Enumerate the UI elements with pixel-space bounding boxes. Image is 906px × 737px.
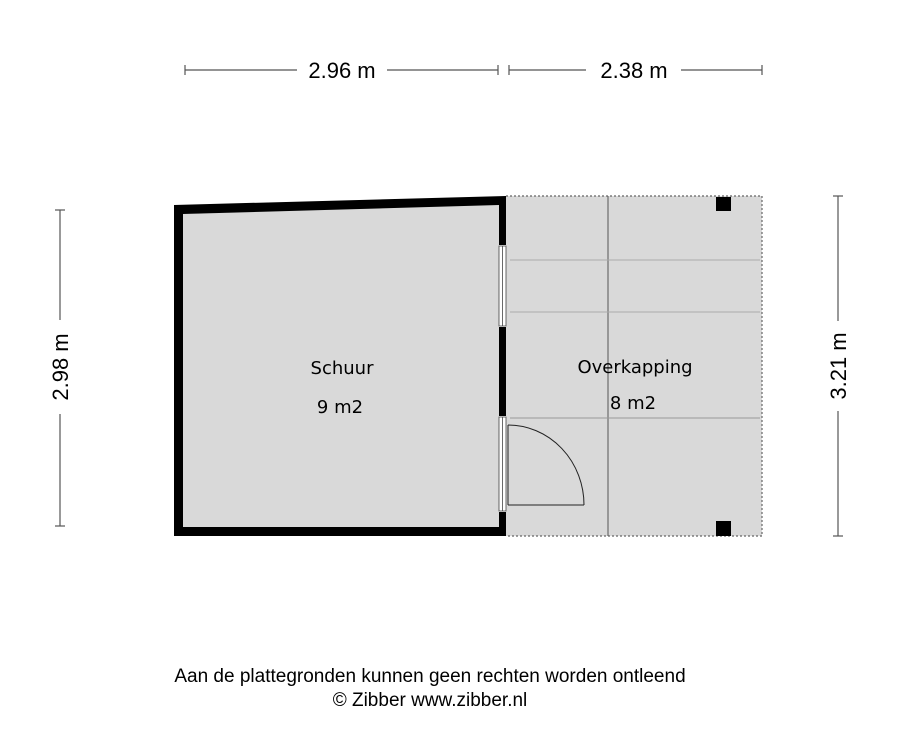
dimension-top-left-label: 2.96 m <box>308 58 376 83</box>
column-top <box>716 197 731 211</box>
room-name-schuur: Schuur <box>310 358 374 379</box>
column-bottom <box>716 521 731 536</box>
dimension-top-right-label: 2.38 m <box>600 58 668 83</box>
schuur-wall-middle <box>499 327 506 416</box>
copyright-text: © Zibber www.zibber.nl <box>332 690 528 711</box>
disclaimer-text: Aan de plattegronden kunnen geen rechten worden ontleend <box>174 666 686 687</box>
dimension-left-label: 2.98 m <box>48 333 73 401</box>
room-area-schuur: 9 m2 <box>316 397 364 418</box>
room-area-overkapping: 8 m2 <box>609 393 657 414</box>
dimension-right-label: 3.21 m <box>826 332 851 400</box>
room-name-overkapping: Overkapping <box>577 357 693 378</box>
